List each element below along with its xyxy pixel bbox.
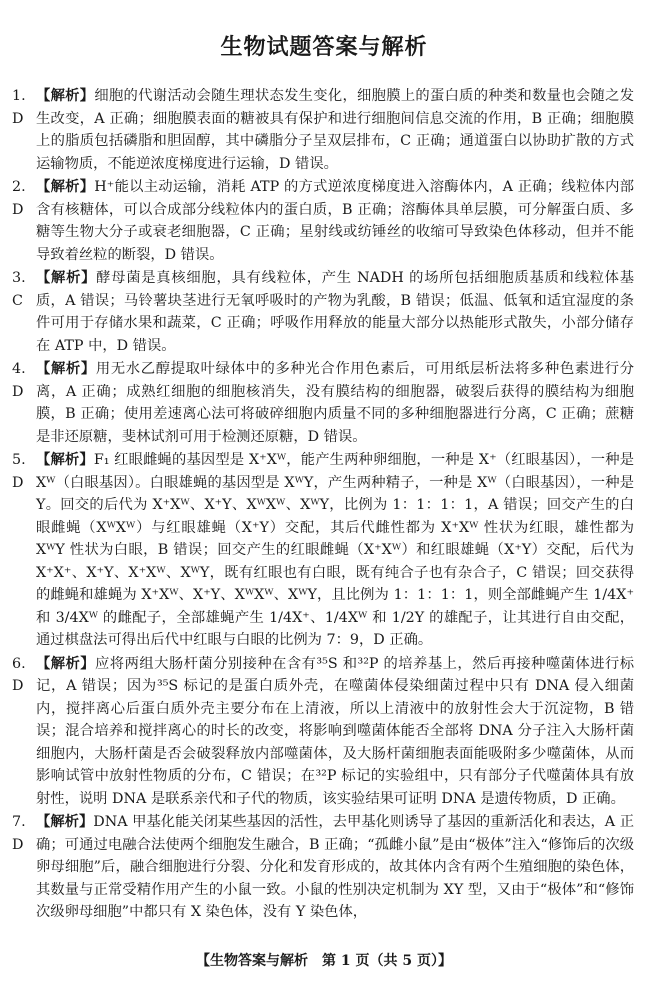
analysis-tag: 【解析】: [36, 179, 95, 195]
analysis-tag: 【解析】: [36, 361, 96, 377]
answer-text: 用无水乙醇提取叶绿体中的多种光合作用色素后，可用纸层析法将多种色素进行分离，A 正确；成熟红细胞的细胞核消失，没有膜结构的细胞器，破裂后获得的膜结构为细胞膜，B 正确；使用差速离心法可将破碎细胞内质量不同的多种细胞器进行分离，C 正确；蔗糖是非还原糖，斐林试剂可用于检测还原糖，D 错误。: [36, 361, 635, 445]
answer-item-1: [12, 85, 634, 175]
answer-item-7: [12, 811, 634, 924]
answer-text: DNA 甲基化能关闭某些基因的活性，去甲基化则诱导了基因的重新活化和表达，A 正确；可通过电融合法使两个细胞发生融合，B 正确；“孤雌小鼠”是由“极体”注入“修饰后的次级卵母细胞”后，融合细胞进行分裂、分化和发育形成的，故其体内含有两个生殖细胞的染色体，其数量与正常受精作用产生的小鼠一致。小鼠的性别决定机制为 XY 型，又由于“极体”和“修饰次级卵母细胞”中都只有 X 染色体，没有 Y 染色体，: [36, 814, 634, 920]
analysis-tag: 【解析】: [36, 814, 94, 830]
page-footer: 【生物答案与解析 第 1 页（共 5 页）】: [196, 953, 452, 969]
answer-text: 应将两组大肠杆菌分别接种在含有³⁵S 和³²P 的培养基上，然后再接种噬菌体进行标记，A 错误；因为³⁵S 标记的是蛋白质外壳，在噬菌体侵染细菌过程中只有 DNA 侵入细菌内，搅拌离心后蛋白质外壳主要分布在上清液，所以上清液中的放射性会大于沉淀物，B 错误；混合培养和搅拌离心的时长的改变，将影响到噬菌体能否全部将 DNA 分子注入大肠杆菌细胞内，大肠杆菌是否会破裂释放内部噬菌体，及大肠杆菌细胞表面能吸附多少噬菌体，从而影响试管中放射性物质的分布，C 错误；在³²P 标记的实验组中，只有部分子代噬菌体具有放射性，说明 DNA 是联系亲代和子代的物质，该实验结果可证明 DNA 是遗传物质，D 正确。: [36, 655, 634, 807]
answer-item-2: [12, 176, 634, 266]
answer-item-3: [12, 267, 634, 357]
answer-number: 4. D: [12, 361, 26, 400]
answer-text: H⁺能以主动运输，消耗 ATP 的方式逆浓度梯度进入溶酶体内，A 正确；线粒体内部含有核糖体，可以合成部分线粒体内的蛋白质，B 正确；溶酶体具单层膜，可分解蛋白质、多糖等生物大分子或衰老细胞器，C 正确；星射线或纺锤丝的收缩可导致染色体移动，但并不能导致着丝粒的断裂，D 错误。: [36, 179, 634, 263]
analysis-tag: 【解析】: [36, 655, 96, 672]
answer-text: 酵母菌是真核细胞，具有线粒体，产生 NADH 的场所包括细胞质基质和线粒体基质，A 错误；马铃薯块茎进行无氧呼吸时的产物为乳酸，B 错误；低温、低氧和适宜湿度的条件可用于存储水果和蔬菜，C 正确；呼吸作用释放的能量大部分以热能形式散失，小部分储存在 ATP 中，D 错误。: [36, 270, 634, 354]
page-title: 生物试题答案与解析: [220, 34, 428, 60]
analysis-tag: 【解析】: [36, 270, 97, 286]
answer-list: [12, 85, 634, 925]
answer-number: 2. D: [12, 179, 26, 218]
analysis-tag: 【解析】: [36, 88, 95, 104]
answer-text: 细胞的代谢活动会随生理状态发生变化，细胞膜上的蛋白质的种类和数量也会随之发生改变，A 正确；细胞膜表面的糖被具有保护和进行细胞间信息交流的作用，B 正确；细胞膜上的脂质包括磷脂和胆固醇，其中磷脂分子呈双层排布，C 正确；通道蛋白以协助扩散的方式运输物质，不能逆浓度梯度进行运输，D 错误。: [36, 88, 635, 172]
answer-item-6: [12, 653, 634, 811]
answer-number: 3. C: [12, 270, 26, 309]
answer-number: 7. D: [12, 814, 26, 853]
answer-number: 1. D: [12, 88, 26, 127]
answer-item-5: [12, 449, 634, 652]
answer-number: 5. D: [12, 452, 26, 491]
answer-text: F₁ 红眼雌蝇的基因型是 X⁺Xᵂ，能产生两种卵细胞，一种是 X⁺（红眼基因），一种是 Xᵂ（白眼基因）。白眼雄蝇的基因型是 XᵂY，产生两种精子，一种是 Xᵂ（白眼基因），一种是 Y。回交的后代为 X⁺Xᵂ、X⁺Y、XᵂXᵂ、XᵂY，比例为 1：1：1：1，A 错误；回交产生的白眼雌蝇（XᵂXᵂ）与红眼雄蝇（X⁺Y）交配，其后代雌性都为 X⁺Xᵂ 性状为红眼，雄性都为 XᵂY 性状为白眼，B 错误；回交产生的红眼雌蝇（X⁺Xᵂ）和红眼雄蝇（X⁺Y）交配，后代为 X⁺X⁺、X⁺Y、X⁺Xᵂ、XᵂY，既有红眼也有白眼，既有纯合子也有杂合子，C 错误；回交获得的雌蝇和雄蝇为 X⁺Xᵂ、X⁺Y、XᵂXᵂ、XᵂY，且比例为 1：1：1：1，则全部雌蝇产生 1/4X⁺ 和 3/4Xᵂ 的雌配子，全部雄蝇产生 1/4X⁺、1/4Xᵂ 和 1/2Y 的雄配子，让其进行自由交配，通过棋盘法可得出后代中红眼与白眼的比例为 7：9，D 正确。: [36, 452, 635, 648]
analysis-tag: 【解析】: [36, 452, 94, 468]
answer-number: 6. D: [12, 655, 26, 694]
answer-item-4: [12, 358, 634, 448]
